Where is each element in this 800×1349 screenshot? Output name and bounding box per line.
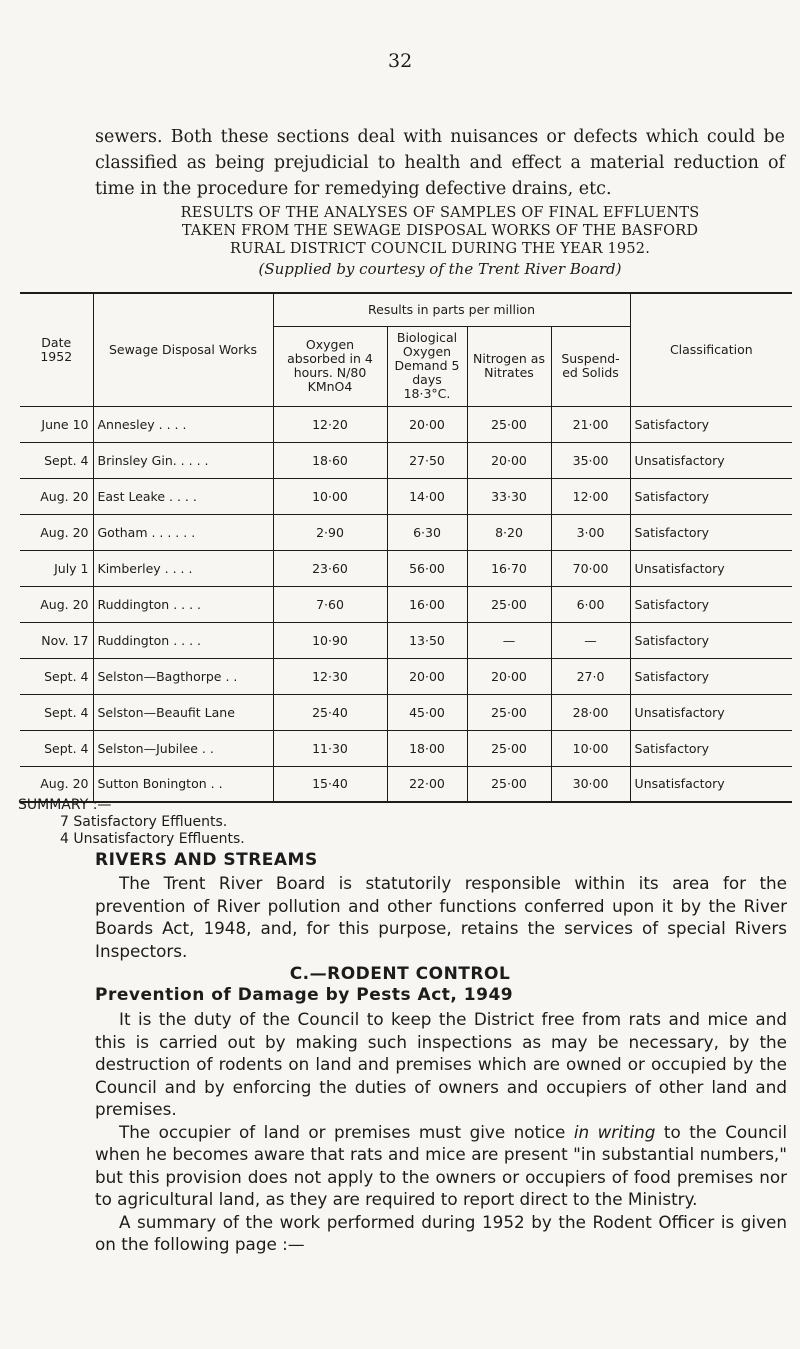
- cell-works: Annesley . . . .: [93, 406, 273, 442]
- cell-classification: Satisfactory: [630, 622, 792, 658]
- cell-bod: 6·30: [387, 514, 467, 550]
- rodent-paragraphs: [95, 1008, 787, 1256]
- cell-classification: Satisfactory: [630, 730, 792, 766]
- cell-bod: 16·00: [387, 586, 467, 622]
- cell-solids: 6·00: [551, 586, 630, 622]
- header-works: Sewage Disposal Works: [93, 293, 273, 406]
- results-heading-line: RURAL DISTRICT COUNCIL DURING THE YEAR 1952.: [229, 241, 651, 257]
- rodent-control-heading: C.—RODENT CONTROL: [289, 964, 511, 984]
- cell-solids: 3·00: [551, 514, 630, 550]
- cell-works: Selston—Jubilee . .: [93, 730, 273, 766]
- header-bod: Biological Oxygen Demand 5 days 18·3°C.: [387, 326, 467, 406]
- cell-solids: 10·00: [551, 730, 630, 766]
- cell-nitrogen: 20·00: [467, 658, 551, 694]
- table-row: [20, 694, 792, 730]
- cell-bod: 14·00: [387, 478, 467, 514]
- table-row: [20, 442, 792, 478]
- rivers-heading: RIVERS AND STREAMS: [95, 850, 318, 870]
- cell-classification: Unsatisfactory: [630, 550, 792, 586]
- cell-works: East Leake . . . .: [93, 478, 273, 514]
- header-classification: Classification: [630, 293, 792, 406]
- cell-date: Sept. 4: [20, 694, 93, 730]
- rivers-text: The Trent River Board is statutorily responsible within its area for the prevention of River pollution and other functions conferred upon it by the River Boards Act, 1948, and, for this purpose, retains the services of special Rivers Inspectors.: [95, 873, 787, 961]
- cell-oxygen: 18·60: [273, 442, 387, 478]
- rivers-paragraph: [95, 872, 787, 962]
- intro-paragraph: sewers. Both these sections deal with nuisances or defects which could be classified as being prejudicial to health and effect a material reduction of time in the procedure for remedying defective drains, etc.: [95, 127, 785, 199]
- header-oxygen: Oxygen absorbed in 4 hours. N/80 KMnO4: [273, 326, 387, 406]
- cell-oxygen: 10·90: [273, 622, 387, 658]
- p2-italic-text: in writing: [573, 1121, 656, 1142]
- cell-oxygen: 2·90: [273, 514, 387, 550]
- p2-text: to the Council when he becomes aware that rats and mice are present "in substantial numbers," but this provision does not apply to the owners or occupiers of food premises nor to agricultural land, as they are required to report direct to the Ministry.: [95, 1121, 788, 1209]
- summary-label: SUMMARY :—: [18, 797, 112, 813]
- cell-date: Aug. 20: [20, 478, 93, 514]
- cell-oxygen: 12·30: [273, 658, 387, 694]
- cell-classification: Unsatisfactory: [630, 442, 792, 478]
- cell-classification: Unsatisfactory: [630, 766, 792, 802]
- cell-classification: Satisfactory: [630, 658, 792, 694]
- cell-date: Nov. 17: [20, 622, 93, 658]
- table-row: [20, 622, 792, 658]
- cell-date: June 10: [20, 406, 93, 442]
- cell-solids: 30·00: [551, 766, 630, 802]
- table-row: [20, 514, 792, 550]
- table-row: [20, 550, 792, 586]
- table-row: [20, 478, 792, 514]
- cell-nitrogen: 20·00: [467, 442, 551, 478]
- cell-works: Ruddington . . . .: [93, 622, 273, 658]
- cell-nitrogen: —: [467, 622, 551, 658]
- header-solids: Suspend-ed Solids: [551, 326, 630, 406]
- cell-works: Kimberley . . . .: [93, 550, 273, 586]
- cell-bod: 20·00: [387, 406, 467, 442]
- cell-bod: 20·00: [387, 658, 467, 694]
- cell-oxygen: 15·40: [273, 766, 387, 802]
- cell-solids: 70·00: [551, 550, 630, 586]
- cell-date: July 1: [20, 550, 93, 586]
- cell-works: Selston—Bagthorpe . .: [93, 658, 273, 694]
- cell-bod: 56·00: [387, 550, 467, 586]
- cell-bod: 13·50: [387, 622, 467, 658]
- cell-date: Sept. 4: [20, 658, 93, 694]
- cell-oxygen: 25·40: [273, 694, 387, 730]
- cell-solids: 27·0: [551, 658, 630, 694]
- cell-bod: 18·00: [387, 730, 467, 766]
- cell-date: Sept. 4: [20, 442, 93, 478]
- cell-nitrogen: 25·00: [467, 730, 551, 766]
- cell-nitrogen: 8·20: [467, 514, 551, 550]
- cell-oxygen: 7·60: [273, 586, 387, 622]
- rodent-paragraph-3: A summary of the work performed during 1952 by the Rodent Officer is given on the following page :—: [95, 1211, 787, 1254]
- cell-nitrogen: 16·70: [467, 550, 551, 586]
- cell-works: Ruddington . . . .: [93, 586, 273, 622]
- table-row: [20, 730, 792, 766]
- cell-works: Brinsley Gin. . . . .: [93, 442, 273, 478]
- cell-solids: 21·00: [551, 406, 630, 442]
- header-nitrogen: Nitrogen as Nitrates: [467, 326, 551, 406]
- p2-text: The occupier of land or premises must give notice: [119, 1121, 574, 1142]
- cell-solids: 28·00: [551, 694, 630, 730]
- rodent-paragraph-1: It is the duty of the Council to keep the District free from rats and mice and this is carried out by making such inspections as may be necessary, by the destruction of rodents on land and premises which are owned or occupied by the Council and by enforcing the duties of owners and occupiers of other land and premises.: [95, 1009, 787, 1119]
- results-heading-line: RESULTS OF THE ANALYSES OF SAMPLES OF FINAL EFFLUENTS: [180, 205, 700, 221]
- cell-oxygen: 23·60: [273, 550, 387, 586]
- cell-works: Sutton Bonington . .: [93, 766, 273, 802]
- summary-unsatisfactory: 4 Unsatisfactory Effluents.: [60, 831, 245, 847]
- cell-bod: 45·00: [387, 694, 467, 730]
- effluent-results-table: [20, 292, 792, 803]
- cell-bod: 22·00: [387, 766, 467, 802]
- cell-classification: Satisfactory: [630, 406, 792, 442]
- cell-classification: Satisfactory: [630, 586, 792, 622]
- cell-date: Aug. 20: [20, 514, 93, 550]
- summary-satisfactory: 7 Satisfactory Effluents.: [60, 814, 228, 830]
- cell-nitrogen: 25·00: [467, 694, 551, 730]
- header-date: Date 1952: [20, 293, 93, 406]
- header-results-group: Results in parts per million: [273, 293, 630, 326]
- cell-date: Aug. 20: [20, 766, 93, 802]
- cell-oxygen: 12·20: [273, 406, 387, 442]
- page-number: 32: [388, 50, 413, 72]
- cell-solids: 35·00: [551, 442, 630, 478]
- rodent-paragraph-2: [95, 1121, 787, 1211]
- act-heading: Prevention of Damage by Pests Act, 1949: [95, 985, 514, 1005]
- cell-nitrogen: 25·00: [467, 406, 551, 442]
- cell-nitrogen: 25·00: [467, 586, 551, 622]
- cell-nitrogen: 25·00: [467, 766, 551, 802]
- cell-classification: Unsatisfactory: [630, 694, 792, 730]
- cell-oxygen: 11·30: [273, 730, 387, 766]
- cell-works: Selston—Beaufit Lane: [93, 694, 273, 730]
- cell-date: Aug. 20: [20, 586, 93, 622]
- results-heading-line: TAKEN FROM THE SEWAGE DISPOSAL WORKS OF THE BASFORD: [181, 223, 699, 239]
- cell-classification: Satisfactory: [630, 478, 792, 514]
- cell-solids: 12·00: [551, 478, 630, 514]
- cell-date: Sept. 4: [20, 730, 93, 766]
- cell-solids: —: [551, 622, 630, 658]
- table-row: [20, 658, 792, 694]
- results-heading: [95, 204, 785, 258]
- supplied-by-note: (Supplied by courtesy of the Trent River Board): [258, 260, 622, 278]
- cell-oxygen: 10·00: [273, 478, 387, 514]
- table-row: [20, 586, 792, 622]
- summary: [18, 797, 245, 848]
- table-row: [20, 406, 792, 442]
- cell-works: Gotham . . . . . .: [93, 514, 273, 550]
- cell-nitrogen: 33·30: [467, 478, 551, 514]
- cell-bod: 27·50: [387, 442, 467, 478]
- results-table-body: [20, 406, 792, 802]
- cell-classification: Satisfactory: [630, 514, 792, 550]
